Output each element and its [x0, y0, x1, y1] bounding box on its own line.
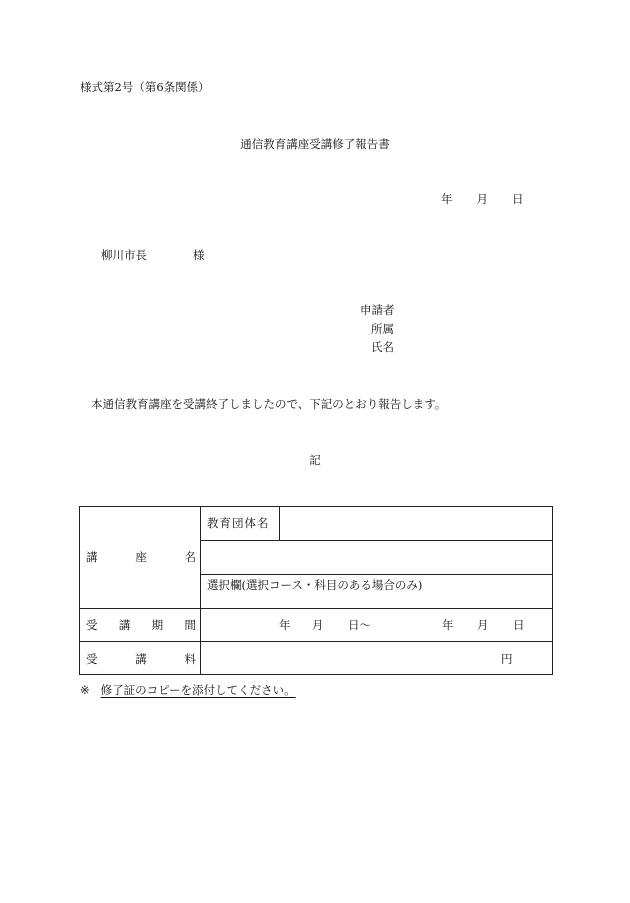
period-from-day: 日～	[348, 618, 371, 632]
document-title: 通信教育講座受講修了報告書	[240, 137, 390, 151]
addressee	[101, 250, 205, 262]
note-text: 修了証のコピーを添付してください。	[100, 683, 296, 697]
selection-label: 選択欄(選択コース・科目のある場合のみ)	[207, 578, 423, 592]
period-to-month: 月	[477, 618, 489, 632]
period-label: 受 講 期 間	[86, 618, 196, 632]
applicant-block	[360, 305, 395, 361]
applicant-label: 申請者	[360, 303, 395, 317]
period-to-year: 年	[442, 618, 454, 632]
body-text: 本通信教育講座を受講終了しましたので、下記のとおり報告します。	[91, 397, 447, 411]
form-number: 様式第2号（第6条関係）	[80, 80, 210, 94]
addressee-name: 柳川市長	[101, 248, 147, 262]
note	[80, 685, 296, 697]
period-to-day: 日	[513, 618, 525, 632]
course-table	[79, 506, 553, 675]
fee-label: 受 講 料	[86, 652, 196, 666]
ki-label: 記	[309, 453, 321, 467]
addressee-honorific: 様	[193, 248, 205, 262]
date-year: 年	[441, 192, 453, 206]
date-line	[441, 194, 524, 206]
org-name-label: 教育団体名	[207, 516, 270, 530]
course-name-label: 講 座 名	[86, 550, 196, 564]
period-from-year: 年	[279, 618, 291, 632]
applicant-name: 氏名	[371, 340, 394, 354]
date-day: 日	[512, 192, 524, 206]
note-mark: ※	[80, 683, 90, 697]
fee-unit: 円	[501, 652, 513, 666]
date-month: 月	[476, 192, 488, 206]
period-from-month: 月	[312, 618, 324, 632]
applicant-affiliation: 所属	[371, 321, 394, 336]
